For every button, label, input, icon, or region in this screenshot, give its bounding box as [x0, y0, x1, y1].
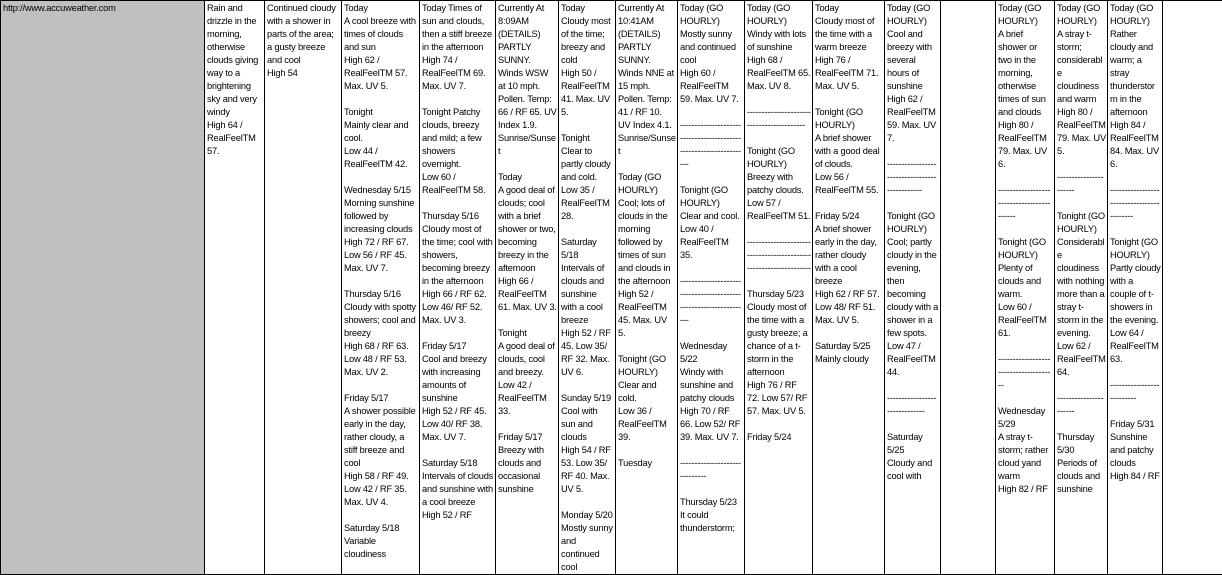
- forecast-cell-11[interactable]: Today (GO HOURLY) Cool and breezy with several hours of sunshine High 62 / RealFeelTM 59. Max. UV 7. ---------------------------------------------- Tonight (GO HOURLY) Cool; partly cloudy in the evening, then becoming cloudy with a shower in a few spots. Low 47 / RealFeelTM 44. ------------------------------ Saturday 5/25 Cloudy and cool with: [885, 1, 941, 575]
- forecast-cell-4[interactable]: Today Times of sun and clouds, then a stiff breeze in the afternoon High 74 / RealFeelTM 69. Max. UV 7. Tonight Patchy clouds, breezy and mild; a few showers overnight. Low 60 / RealFeelTM 58. Thursday 5/16 Cloudy most of the time; cool with showers, becoming breezy in the afternoon High 66 / RF 62. Low 46/ RF 52. Max. UV 3. Friday 5/17 Cool and breezy with increasing amounts of sunshine High 52 / RF 45. Low 40/ RF 38. Max. UV 7. Saturday 5/18 Intervals of clouds and sunshine with a cool breeze High 52 / RF: [420, 1, 496, 575]
- forecast-cell-1[interactable]: Rain and drizzle in the morning, otherwise clouds giving way to a brightening sky and very windy High 64 / RealFeelTM 57.: [205, 1, 265, 575]
- url-text: http://www.accuweather.com: [3, 3, 116, 13]
- url-cell[interactable]: [1, 1, 205, 575]
- forecast-cell-13[interactable]: Today (GO HOURLY) A brief shower or two in the morning, otherwise times of sun and clouds High 80 / RealFeelTM 79. Max. UV 6. ------------------------------------------ Tonight (GO HOURLY) Plenty of clouds and warm. Low 60 / RealFeelTM 61. -------------------------------------- Wednesday 5/29 A stray t-storm; rather cloud yand warm High 82 / RF: [996, 1, 1055, 575]
- trailing-empty-cell[interactable]: [1163, 1, 1222, 575]
- forecast-cell-6[interactable]: Today Cloudy most of the time; breezy and cold High 50 / RealFeelTM 41. Max. UV 5. Tonight Clear to partly cloudy and cold. Low 35 / RealFeelTM 28. Saturday 5/18 Intervals of clouds and sunshine with a cool breeze High 52 / RF 45. Low 35/ RF 32. Max. UV 6. Sunday 5/19 Cool with sun and clouds High 54 / RF 53. Low 35/ RF 40. Max. UV 5. Monday 5/20 Mostly sunny and continued cool: [559, 1, 616, 575]
- forecast-cell-8[interactable]: Today (GO HOURLY) Mostly sunny and continued cool High 60 / RealFeelTM 59. Max. UV 7. ------------------------------------------------------------------ Tonight (GO HOURLY) Clear and cool. Low 40 / RealFeelTM 35. ------------------------------------------------------------------ Wednesday 5/22 Windy with sunshine and patchy clouds High 70 / RF 66. Low 52/ RF 39. Max. UV 7. ------------------------------ Thursday 5/23 It could thunderstorm;: [678, 1, 745, 575]
- forecast-cell-5[interactable]: Currently At 8:09AM (DETAILS) PARTLY SUNNY. Winds WSW at 10 mph. Pollen. Temp: 66 / RF 65. UV Index 1.9. Sunrise/Sunset Today A good deal of clouds; cool with a brief shower or two, becoming breezy in the afternoon High 66 / RealFeelTM 61. Max. UV 3. Tonight A good deal of clouds, cool and breezy. Low 42 / RealFeelTM 33. Friday 5/17 Breezy with clouds and occasional sunshine: [496, 1, 559, 575]
- forecast-cell-2[interactable]: Continued cloudy with a shower in parts of the area; a gusty breeze and cool High 54: [265, 1, 342, 575]
- forecast-cell-7[interactable]: Currently At 10:41AM (DETAILS) PARTLY SUNNY. Winds NNE at 15 mph. Pollen. Temp: 41 / RF 10. UV Index 4.1. Sunrise/Sunset Today (GO HOURLY) Cool; lots of clouds in the morning followed by times of sun and clouds in the afternoon High 52 / RealFeelTM 45. Max. UV 5. Tonight (GO HOURLY) Clear and cold. Low 36 / RealFeelTM 39. Tuesday: [616, 1, 678, 575]
- forecast-cell-3[interactable]: Today A cool breeze with times of clouds and sun High 62 / RealFeelTM 57. Max. UV 5. Tonight Mainly clear and cool. Low 44 / RealFeelTM 42. Wednesday 5/15 Morning sunshine followed by increasing clouds High 72 / RF 67. Low 56 / RF 45. Max. UV 7. Thursday 5/16 Cloudy with spotty showers; cool and breezy High 68 / RF 63. Low 48 / RF 53. Max. UV 2. Friday 5/17 A shower possible early in the day, rather cloudy, a stiff breeze and cool High 58 / RF 49. Low 42 / RF 35. Max. UV 4. Saturday 5/18 Variable cloudiness: [342, 1, 420, 575]
- forecast-cell-14[interactable]: Today (GO HOURLY) A stray t-storm; considerable cloudiness and warm High 80 / RealFeelTM 79. Max. UV 5. ---------------------- Tonight (GO HOURLY) Considerable cloudiness with nothing more than a stray t-storm in the evening. Low 62 / RealFeelTM 64. ---------------------- Thursday 5/30 Periods of clouds and sunshine: [1055, 1, 1108, 575]
- forecast-cell-9[interactable]: Today (GO HOURLY) Windy with lots of sunshine High 68 / RealFeelTM 65. Max. UV 8. ------------------------------------------ Tonight (GO HOURLY) Breezy with patchy clouds. Low 57 / RealFeelTM 51. ------------------------------------------------------------------ Thursday 5/23 Cloudy most of the time with a gusty breeze; a chance of a t-storm in the afternoon High 76 / RF 72. Low 57/ RF 57. Max. UV 5. Friday 5/24: [745, 1, 813, 575]
- forecast-cell-10[interactable]: Today Cloudy most of the time with a warm breeze High 76 / RealFeelTM 71. Max. UV 5. Tonight (GO HOURLY) A brief shower with a good deal of clouds. Low 56 / RealFeelTM 55. Friday 5/24 A brief shower early in the day, rather cloudy with a cool breeze High 62 / RF 57. Low 48/ RF 51. Max. UV 5. Saturday 5/25 Mainly cloudy: [813, 1, 885, 575]
- empty-cell[interactable]: [941, 1, 996, 575]
- forecast-cell-15[interactable]: Today (GO HOURLY) Rather cloudy and warm; a stray thunderstorm in the afternoon High 84 / RealFeelTM 84. Max. UV 6. ------------------------------------------ Tonight (GO HOURLY) Partly cloudy with a couple of t-showers in the evening. Low 64 / RealFeelTM 63. -------------------------- Friday 5/31 Sunshine and patchy clouds High 84 / RF: [1108, 1, 1163, 575]
